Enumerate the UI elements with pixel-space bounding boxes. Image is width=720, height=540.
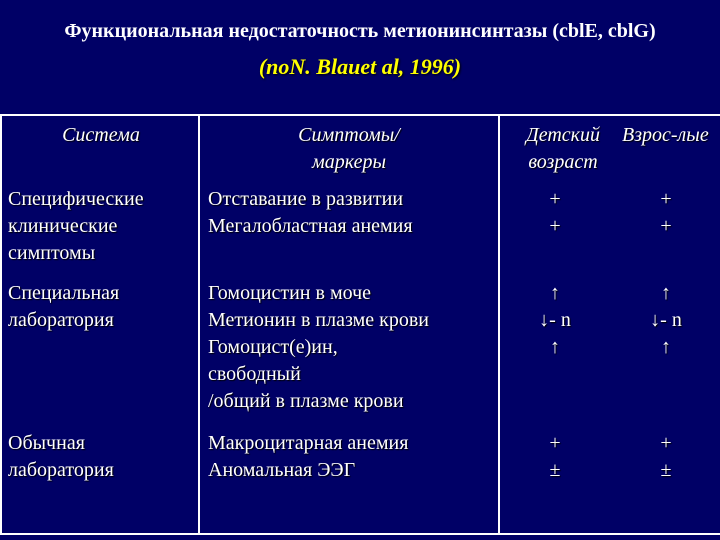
row-adult-values: + ± (660, 432, 672, 481)
header-child: Детский возраст (525, 124, 600, 173)
row-child-values: ↑ ↓- n ↑ (539, 282, 571, 358)
row-symptoms: Гомоцистин в моче Метионин в плазме крови Гомоцист(е)ин, свободный /общий в плазме крови (208, 282, 429, 412)
column-divider-2 (498, 116, 500, 534)
header-system: Система (62, 124, 140, 146)
slide-title: Функциональная недостаточность метионинсинтазы (cblE, cblG) (64, 20, 656, 42)
row-adult-values: + + (660, 188, 672, 237)
row-child-values: + + (549, 188, 561, 237)
slide-subtitle: (поN. Blauet al, 1996) (258, 54, 462, 79)
table-bottom-border (0, 533, 720, 535)
table-left-border (0, 116, 2, 534)
row-symptoms: Отставание в развитии Мегалобластная анемия (208, 188, 413, 237)
header-adult: Взрос-лые (622, 124, 709, 146)
row-system: Обычная лаборатория (8, 432, 114, 481)
row-system: Специфические клинические симптомы (8, 188, 144, 264)
row-adult-values: ↑ ↓- n ↑ (650, 282, 682, 358)
header-symptoms: Симптомы/ маркеры (298, 124, 400, 173)
column-divider-1 (198, 116, 200, 534)
row-symptoms: Макроцитарная анемия Аномальная ЭЭГ (208, 432, 409, 481)
row-system: Специальная лаборатория (8, 282, 120, 331)
table-top-border (0, 114, 720, 116)
row-child-values: + ± (549, 432, 561, 481)
